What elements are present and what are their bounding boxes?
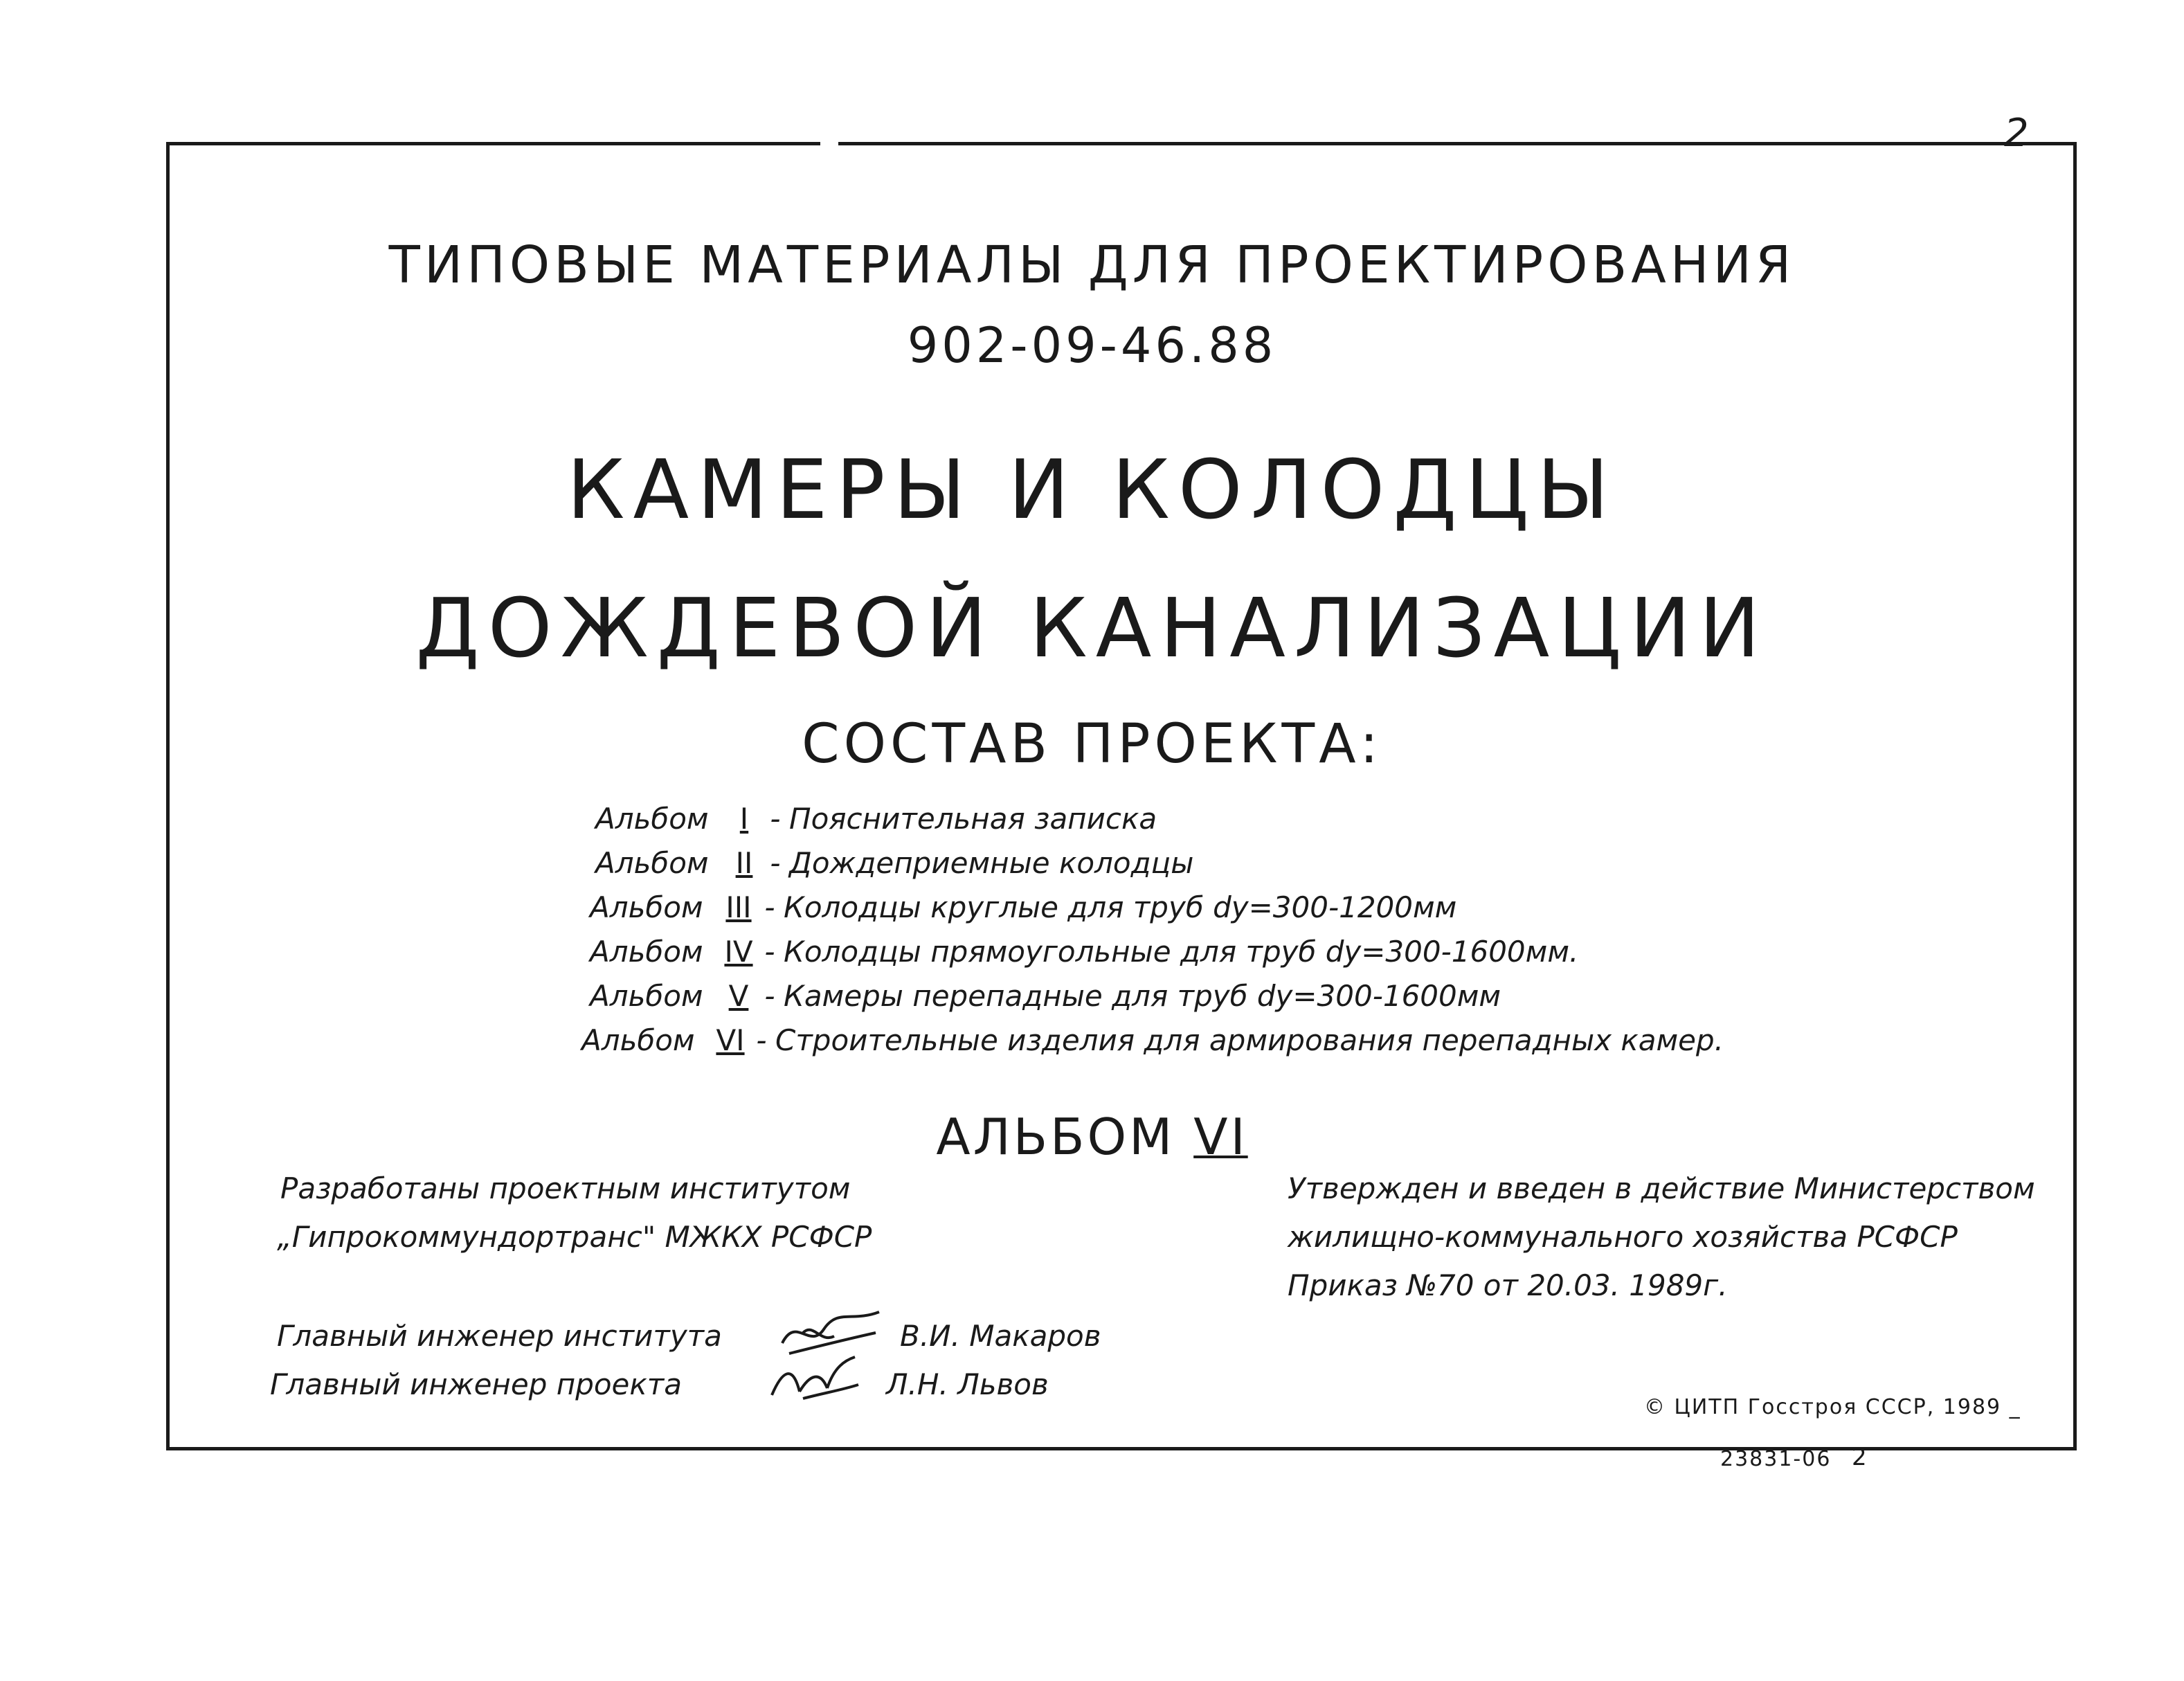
album-item xyxy=(590,979,1501,1013)
approval-line-2: жилищно-коммунального хозяйства РСФСР xyxy=(1288,1220,1958,1254)
album-number: III xyxy=(725,890,752,924)
handwritten-page-number: 2 xyxy=(2004,111,2029,156)
album-item xyxy=(590,935,1578,969)
signature-role-chief-engineer-institute: Главный инженер института xyxy=(277,1319,722,1353)
album-description: Пояснительная записка xyxy=(789,802,1157,836)
approval-line-1: Утвержден и введен в действие Министерством xyxy=(1288,1171,2035,1205)
main-title-line-1: КАМЕРЫ И КОЛОДЦЫ xyxy=(566,442,1618,537)
signature-role-chief-engineer-project: Главный инженер проекта xyxy=(270,1367,682,1401)
album-description: Камеры перепадные для труб dу=300-1600мм xyxy=(784,979,1501,1013)
album-number: II xyxy=(735,846,753,880)
album-separator: - xyxy=(764,890,775,924)
album-item xyxy=(595,802,1157,836)
series-title: ТИПОВЫЕ МАТЕРИАЛЫ ДЛЯ ПРОЕКТИРОВАНИЯ xyxy=(388,235,1796,295)
album-item xyxy=(590,890,1456,924)
album-number: I xyxy=(739,802,749,836)
album-heading-number: VI xyxy=(1193,1108,1248,1166)
composition-heading: СОСТАВ ПРОЕКТА: xyxy=(802,713,1382,775)
album-number: IV xyxy=(724,935,753,969)
copyright-notice: © ЦИТП Госстроя СССР, 1989 _ xyxy=(1644,1395,2021,1419)
approval-line-3: Приказ №70 от 20.03. 1989г. xyxy=(1288,1268,1728,1302)
developer-line-2: „Гипрокоммундортранс" МЖКХ РСФСР xyxy=(277,1220,872,1254)
album-separator: - xyxy=(764,935,775,969)
album-description: Колодцы круглые для труб dу=300-1200мм xyxy=(784,890,1457,924)
developer-line-1: Разработаны проектным институтом xyxy=(280,1171,851,1205)
album-description: Строительные изделия для армирования перепадных камер. xyxy=(775,1023,1724,1057)
album-heading-word: АЛЬБОМ xyxy=(936,1108,1175,1166)
album-word: Альбом xyxy=(590,935,703,969)
album-word: Альбом xyxy=(595,846,709,880)
main-title-line-2: ДОЖДЕВОЙ КАНАЛИЗАЦИИ xyxy=(415,580,1769,676)
album-separator: - xyxy=(770,846,781,880)
album-item xyxy=(581,1023,1724,1057)
signature-mark-lvov xyxy=(761,1350,865,1405)
album-separator: - xyxy=(756,1023,767,1057)
album-word: Альбом xyxy=(581,1023,695,1057)
document-page-number: 2 xyxy=(1852,1444,1867,1471)
album-word: Альбом xyxy=(595,802,709,836)
album-heading xyxy=(0,1108,2184,1166)
signature-name-makarov: В.И. Макаров xyxy=(900,1319,1101,1353)
album-number: VI xyxy=(716,1023,745,1057)
album-separator: - xyxy=(770,802,781,836)
album-word: Альбом xyxy=(590,890,703,924)
album-description: Колодцы прямоугольные для труб dу=300-1600мм. xyxy=(784,935,1579,969)
album-number: V xyxy=(728,979,749,1013)
album-word: Альбом xyxy=(590,979,703,1013)
document-code: 23831-06 xyxy=(1720,1447,1832,1471)
series-number: 902-09-46.88 xyxy=(907,317,1277,374)
signature-name-lvov: Л.Н. Львов xyxy=(886,1367,1049,1401)
album-separator: - xyxy=(764,979,775,1013)
album-description: Дождеприемные колодцы xyxy=(789,846,1194,880)
album-item xyxy=(595,846,1193,880)
frame-gap xyxy=(820,136,838,150)
